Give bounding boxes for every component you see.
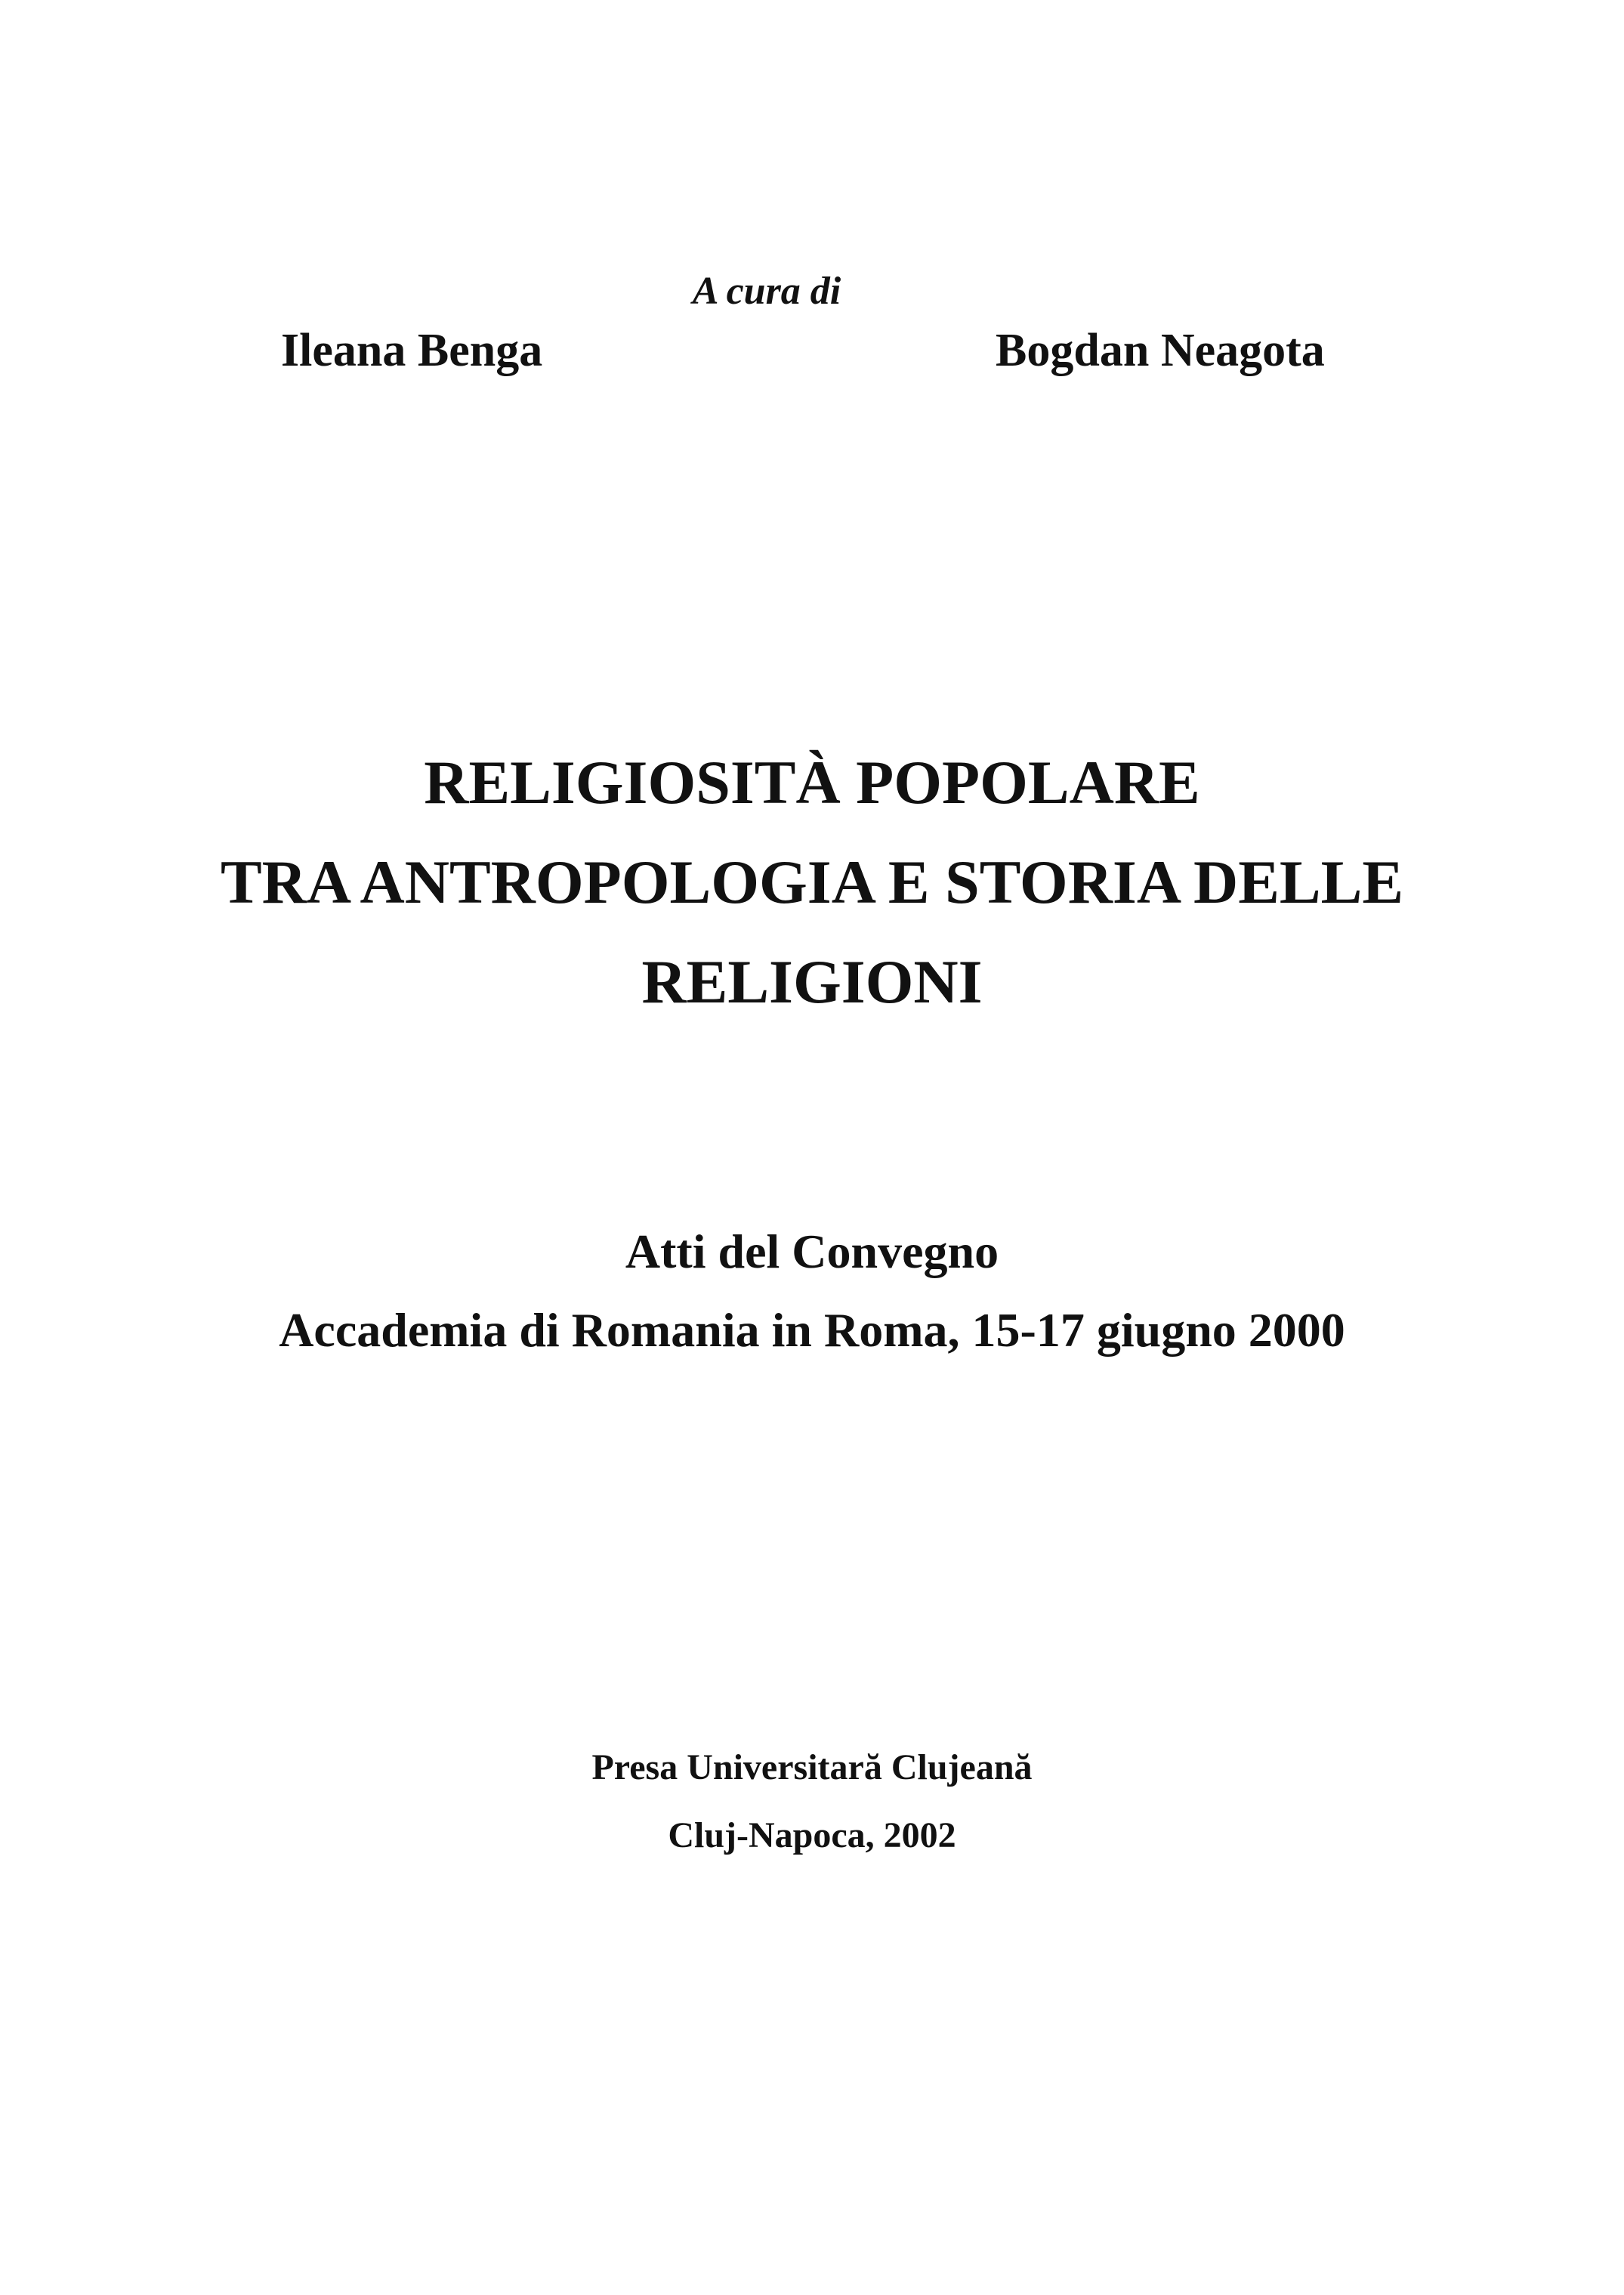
- proceedings-line-1: Atti del Convegno: [625, 1225, 999, 1278]
- publisher-place-year: Cluj-Napoca, 2002: [668, 1815, 956, 1855]
- title-line-2: TRA ANTROPOLOGIA E STORIA DELLE: [220, 848, 1404, 916]
- editor-left: Ileana Benga: [281, 325, 543, 376]
- editor-label-text: A cura di: [692, 270, 841, 313]
- book-title: [0, 733, 1624, 1032]
- proceedings-info: [0, 1212, 1624, 1370]
- publisher-name: Presa Universitară Clujeană: [591, 1747, 1033, 1787]
- title-line-3: RELIGIONI: [641, 947, 983, 1016]
- proceedings-line-2: Accademia di Romania in Roma, 15-17 giugno 2000: [279, 1303, 1345, 1357]
- publisher-info: [0, 1734, 1624, 1870]
- title-line-1: RELIGIOSITÀ POPOLARE: [424, 748, 1200, 817]
- editor-label: [0, 269, 1624, 314]
- editor-right: Bogdan Neagota: [996, 325, 1325, 376]
